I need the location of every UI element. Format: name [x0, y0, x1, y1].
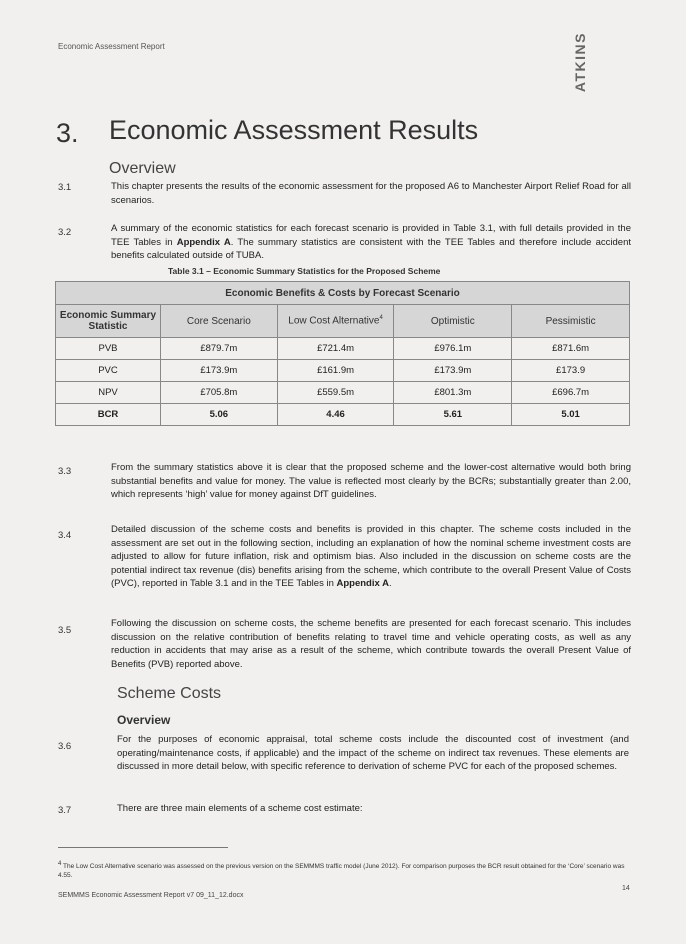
table-cell: £879.7m [161, 338, 278, 360]
table-cell: PVC [56, 360, 161, 382]
paragraph-number: 3.2 [58, 227, 72, 238]
footer-filename: SEMMMS Economic Assessment Report v7 09_11_12.docx [58, 892, 244, 899]
column-header: Pessimistic [512, 305, 630, 338]
paragraph-3-3: From the summary statistics above it is clear that the proposed scheme and the lower-cost alternative would both bring substantial benefits and value for money. The value is reflected most clearly by the BCRs; substantially greater than 2.00, which represents ‘high’ value for money against DfT guidelines. [111, 462, 631, 500]
paragraph-3-2: A summary of the economic statistics for each forecast scenario is provided in Table 3.1, with full details provided in the TEE Tables in Appendix A. The summary statistics are consistent with the TEE Tables and therefore include accident benefits calculated outside of TUBA. [111, 223, 631, 261]
paragraph-number: 3.1 [58, 182, 72, 193]
table-cell: £871.6m [512, 338, 630, 360]
footnote: $^4$ The Low Cost Alternative scenario was assessed on the previous version on the SEMMMS traffic model (June 2012). For comparison purposes the BCR result obtained for the ‘Core’ scenario was 4.55. [58, 861, 625, 880]
table-row [56, 360, 630, 382]
section-heading-scheme-costs: Scheme Costs [117, 685, 222, 702]
table-cell: £173.9m [394, 360, 512, 382]
paragraph-number: 3.7 [58, 805, 72, 816]
table-cell: 5.61 [394, 404, 512, 426]
column-header: Core Scenario [161, 305, 278, 338]
subsection-heading-overview: Overview [117, 713, 171, 727]
table-caption: Table 3.1 – Economic Summary Statistics for the Proposed Scheme [168, 266, 441, 276]
table-cell: £696.7m [512, 382, 630, 404]
section-heading-overview: Overview [109, 160, 176, 177]
table-cell: NPV [56, 382, 161, 404]
table-cell: £559.5m [277, 382, 394, 404]
table-cell: £173.9m [161, 360, 278, 382]
running-header: Economic Assessment Report [58, 42, 165, 51]
table-row [56, 338, 630, 360]
paragraph-number: 3.5 [58, 625, 72, 636]
paragraph-3-5: Following the discussion on scheme costs, the scheme benefits are presented for each forecast scenario. This includes discussion on the relative contribution of benefits relating to travel time and vehicle operating costs, as well as any reduction in accidents that may arise as a result of the scheme, which contribute towards the overall Present Value of Benefits (PVB) reported above. [111, 618, 631, 670]
table-cell: £705.8m [161, 382, 278, 404]
table-cell: £173.9 [512, 360, 630, 382]
paragraph-number: 3.4 [58, 530, 72, 541]
table-cell: 5.06 [161, 404, 278, 426]
footnote-divider [58, 847, 228, 848]
column-header: Optimistic [394, 305, 512, 338]
paragraph-number: 3.6 [58, 741, 72, 752]
table-cell: BCR [56, 404, 161, 426]
table-super-header: Economic Benefits & Costs by Forecast Scenario [56, 282, 630, 305]
table-cell: £801.3m [394, 382, 512, 404]
chapter-title: Economic Assessment Results [109, 115, 479, 145]
atkins-logo: ATKINS [572, 32, 588, 93]
page-number: 14 [622, 885, 630, 892]
table-row [56, 382, 630, 404]
table-cell: PVB [56, 338, 161, 360]
table-cell: 4.46 [277, 404, 394, 426]
paragraph-3-4: Detailed discussion of the scheme costs and benefits is provided in this chapter. The scheme costs included in the assessment are set out in the following section, including an explanation of how the nominal scheme investment costs are adjusted to allow for future inflation, risk and optimism bias. Also included in the discussion on scheme costs are the potential indirect tax revenue (dis) benefits arising from the scheme, which contribute to the overall Present Value of Costs (PVC), reported in Table 3.1 and in the TEE Tables in Appendix A. [111, 524, 631, 589]
table-cell: £721.4m [277, 338, 394, 360]
table-cell: £161.9m [277, 360, 394, 382]
paragraph-3-1: This chapter presents the results of the economic assessment for the proposed A6 to Manchester Airport Relief Road for all scenarios. [111, 181, 631, 206]
paragraph-3-6: For the purposes of economic appraisal, total scheme costs include the discounted cost of investment (and operating/maintenance costs, if applicable) and the impact of the scheme on indirect tax revenues. These elements are discussed in more detail below, with specific reference to derivation of scheme PVC for each of the proposed schemes. [117, 734, 629, 772]
table-cell: 5.01 [512, 404, 630, 426]
paragraph-3-7: There are three main elements of a scheme cost estimate: [117, 803, 363, 814]
paragraph-number: 3.3 [58, 466, 72, 477]
column-header: Low Cost Alternative$^4$ [277, 305, 394, 338]
economic-summary-table [55, 281, 630, 426]
table-cell: £976.1m [394, 338, 512, 360]
column-header: Economic Summary Statistic [56, 305, 161, 338]
chapter-number: 3. [56, 118, 79, 148]
table-row [56, 404, 630, 426]
